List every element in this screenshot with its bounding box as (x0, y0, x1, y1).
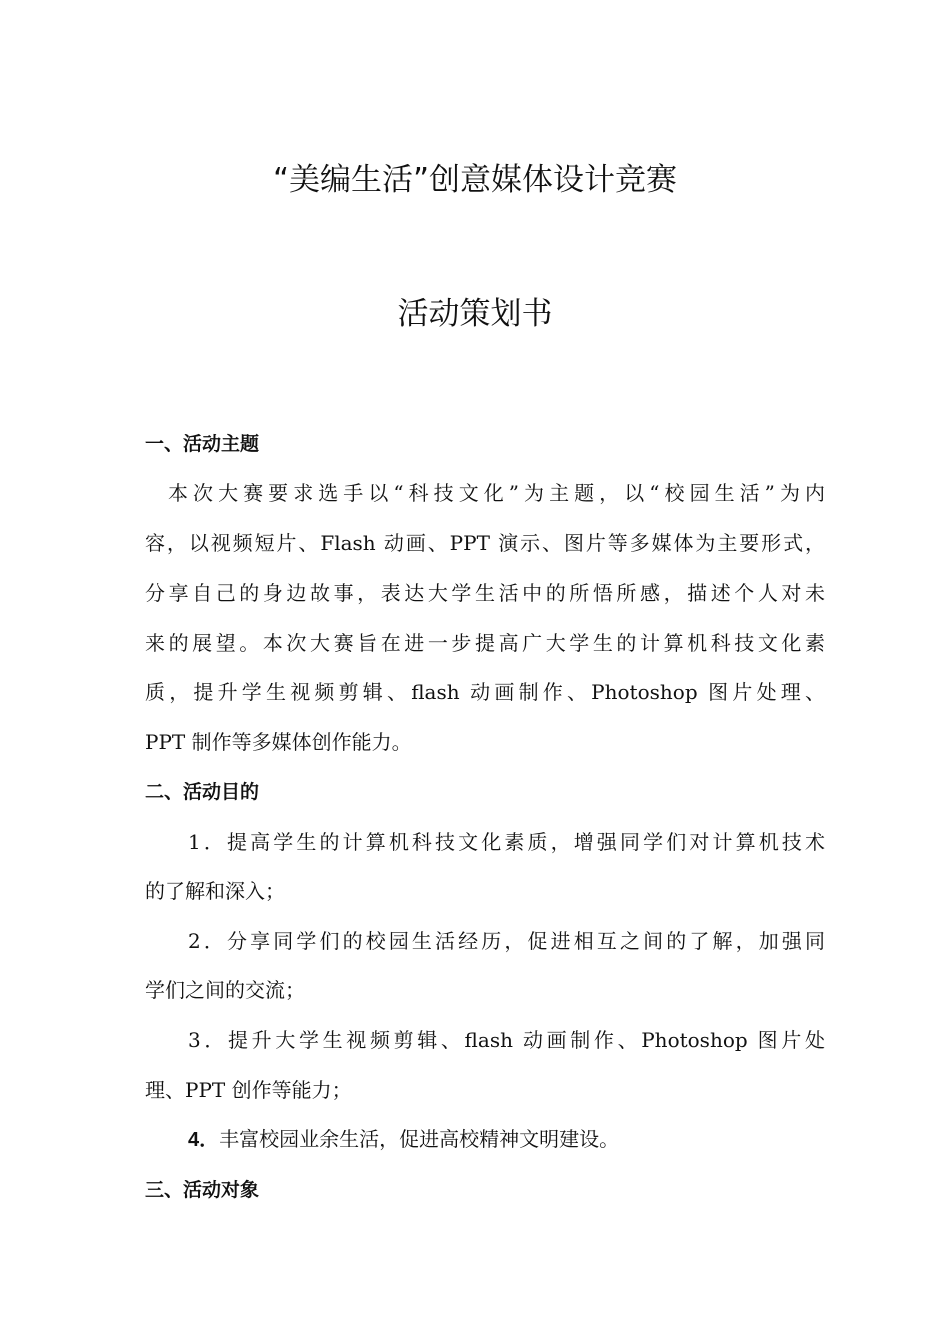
list-item-number: 4． (188, 1129, 220, 1151)
list-item-text: 提升大学生视频剪辑、flash 动画制作、Photoshop 图片处 (228, 1028, 825, 1052)
list-item-continuation: 的了解和深入； (145, 879, 285, 903)
paragraph-line: 分享自己的身边故事，表达大学生活中的所悟所感，描述个人对未 (145, 581, 825, 605)
paragraph-line: 来的展望。本次大赛旨在进一步提高广大学生的计算机科技文化素 (145, 631, 825, 655)
section-heading-purpose: 二、活动目的 (145, 781, 260, 803)
list-item-text: 提高学生的计算机科技文化素质，增强同学们对计算机技术 (226, 830, 825, 854)
section-heading-theme: 一、活动主题 (145, 433, 260, 455)
list-item-number: 3． (188, 1028, 229, 1052)
section-heading-audience: 三、活动对象 (145, 1179, 260, 1201)
list-item-continuation: 理、PPT 创作等能力； (145, 1078, 352, 1102)
paragraph-line: 本次大赛要求选手以“科技文化”为主题，以“校园生活”为内 (168, 481, 825, 505)
list-item-number: 1． (188, 830, 227, 854)
list-item (188, 1025, 825, 1055)
paragraph-line: 质，提升学生视频剪辑、flash 动画制作、Photoshop 图片处理、 (145, 680, 825, 704)
list-item (188, 827, 825, 857)
paragraph-line: 容，以视频短片、Flash 动画、PPT 演示、图片等多媒体为主要形式， (145, 531, 825, 555)
list-item-continuation: 学们之间的交流； (145, 978, 305, 1002)
paragraph-line: PPT 制作等多媒体创作能力。 (145, 730, 412, 754)
list-item-text: 丰富校园业余生活，促进高校精神文明建设。 (219, 1127, 620, 1151)
document-title-line1: “美编生活”创意媒体设计竞赛 (272, 162, 678, 198)
document-title-line2: 活动策划书 (397, 296, 553, 332)
list-item-text: 分享同学们的校园生活经历，促进相互之间的了解，加强同 (226, 929, 825, 953)
list-item (188, 1124, 825, 1155)
list-item (188, 926, 825, 956)
list-item-number: 2． (188, 929, 227, 953)
